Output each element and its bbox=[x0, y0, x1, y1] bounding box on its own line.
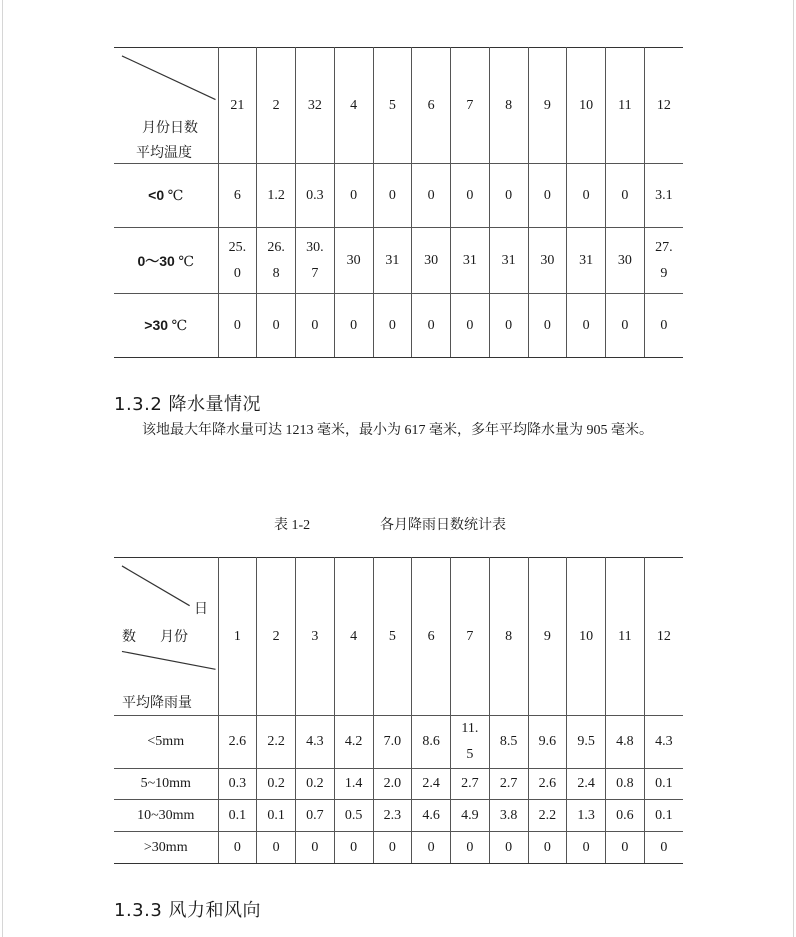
precipitation-paragraph: 该地最大年降水量可达 1213 毫米，最小为 617 毫米，多年平均降水量为 905 毫米。 bbox=[142, 423, 653, 438]
wrapped-value: 30.7 bbox=[306, 239, 324, 281]
table-cell: 0 bbox=[567, 832, 606, 864]
month-header: 5 bbox=[373, 48, 412, 164]
month-header: 4 bbox=[334, 558, 373, 716]
month-header: 9 bbox=[528, 558, 567, 716]
table-cell: 7.0 bbox=[373, 716, 412, 769]
month-header: 6 bbox=[412, 48, 451, 164]
table-row bbox=[114, 716, 683, 769]
table-row bbox=[114, 769, 683, 800]
table-cell: 0 bbox=[528, 294, 567, 358]
table-row bbox=[114, 294, 683, 358]
row-label-range: 0～30 bbox=[137, 252, 175, 269]
table-cell: 30 bbox=[528, 228, 567, 294]
table-caption-number: 表 1-2 bbox=[274, 518, 311, 533]
wrapped-value: 26.8 bbox=[267, 239, 285, 281]
table-cell: 0 bbox=[334, 832, 373, 864]
row-label-unit: ℃ bbox=[178, 254, 195, 270]
diagonal-header-cell bbox=[114, 558, 218, 716]
header-avg-rain-label: 平均降雨量 bbox=[122, 696, 192, 711]
table-cell: 1.2 bbox=[257, 164, 296, 228]
table-cell: 2.2 bbox=[528, 800, 567, 832]
header-month-days-label: 月份日数 bbox=[142, 121, 198, 136]
page-edge-right bbox=[793, 0, 794, 937]
table-cell: 0 bbox=[606, 832, 645, 864]
diagonal-header-cell bbox=[114, 48, 218, 164]
header-day-label: 日 bbox=[194, 602, 208, 617]
row-label-range: >30 bbox=[144, 316, 169, 333]
row-label-unit: ℃ bbox=[167, 188, 184, 204]
section-heading-wind: 1.3.3 风力和风向 bbox=[114, 900, 262, 921]
table-cell: 0.3 bbox=[296, 164, 335, 228]
table-cell: 0 bbox=[257, 294, 296, 358]
table-cell: 0 bbox=[606, 294, 645, 358]
table-cell: 0 bbox=[528, 164, 567, 228]
month-header: 6 bbox=[412, 558, 451, 716]
table-cell: 9.5 bbox=[567, 716, 606, 769]
month-header: 5 bbox=[373, 558, 412, 716]
table-cell: 0 bbox=[412, 164, 451, 228]
table-cell: 4.6 bbox=[412, 800, 451, 832]
table-cell: 2.7 bbox=[451, 769, 490, 800]
row-label-unit: ℃ bbox=[171, 318, 188, 334]
wrapped-value: 25.0 bbox=[228, 239, 247, 281]
table-cell: 0.5 bbox=[334, 800, 373, 832]
row-label bbox=[114, 294, 218, 358]
table-cell: 31 bbox=[451, 228, 490, 294]
table-cell: 4.8 bbox=[606, 716, 645, 769]
month-header: 4 bbox=[334, 48, 373, 164]
table-cell: 0 bbox=[412, 832, 451, 864]
table-cell: 0 bbox=[644, 294, 683, 358]
table-cell: 4.3 bbox=[296, 716, 335, 769]
header-count-label: 数 bbox=[122, 630, 136, 645]
month-header: 10 bbox=[567, 558, 606, 716]
table-cell: 0 bbox=[567, 294, 606, 358]
month-header: 7 bbox=[451, 48, 490, 164]
month-header: 2 bbox=[257, 558, 296, 716]
table-cell: 4.3 bbox=[644, 716, 683, 769]
month-header: 8 bbox=[489, 558, 528, 716]
table-cell: 2.0 bbox=[373, 769, 412, 800]
table-cell: 2.6 bbox=[218, 716, 257, 769]
table-header-row bbox=[114, 48, 683, 164]
table-cell: 0 bbox=[334, 294, 373, 358]
table-cell bbox=[451, 716, 490, 769]
table-cell: 0.3 bbox=[218, 769, 257, 800]
table-cell: 2.6 bbox=[528, 769, 567, 800]
row-label: <5mm bbox=[114, 716, 218, 769]
table-cell: 1.3 bbox=[567, 800, 606, 832]
table-cell: 2.2 bbox=[257, 716, 296, 769]
row-label-range: <0 bbox=[148, 186, 165, 203]
table-cell: 31 bbox=[373, 228, 412, 294]
table-cell: 31 bbox=[489, 228, 528, 294]
table-cell: 0 bbox=[644, 832, 683, 864]
rain-days-table bbox=[114, 557, 683, 864]
table-cell: 0 bbox=[373, 832, 412, 864]
table-cell: 9.6 bbox=[528, 716, 567, 769]
month-header: 32 bbox=[296, 48, 335, 164]
row-label: 10~30mm bbox=[114, 800, 218, 832]
table-cell: 3.8 bbox=[489, 800, 528, 832]
table-cell: 0.8 bbox=[606, 769, 645, 800]
row-label: 5~10mm bbox=[114, 769, 218, 800]
month-header: 10 bbox=[567, 48, 606, 164]
wrapped-value: 11.5 bbox=[461, 721, 479, 762]
table-cell bbox=[218, 228, 257, 294]
table-header-row bbox=[114, 558, 683, 716]
month-header: 1 bbox=[218, 558, 257, 716]
table-cell: 2.3 bbox=[373, 800, 412, 832]
table-cell: 0 bbox=[451, 832, 490, 864]
table-cell: 0 bbox=[489, 294, 528, 358]
month-header: 12 bbox=[644, 558, 683, 716]
table-cell: 0 bbox=[296, 294, 335, 358]
table-row bbox=[114, 832, 683, 864]
table-cell: 30 bbox=[412, 228, 451, 294]
table-cell: 0.2 bbox=[257, 769, 296, 800]
wrapped-value: 27.9 bbox=[655, 239, 673, 281]
table-cell: 4.2 bbox=[334, 716, 373, 769]
table-cell: 0.2 bbox=[296, 769, 335, 800]
table-cell: 6 bbox=[218, 164, 257, 228]
section-heading-precipitation: 1.3.2 降水量情况 bbox=[114, 394, 262, 415]
table-cell: 0.1 bbox=[644, 769, 683, 800]
month-header: 3 bbox=[296, 558, 335, 716]
page-edge-left bbox=[2, 0, 3, 937]
table-cell: 30 bbox=[334, 228, 373, 294]
table-cell: 3.1 bbox=[644, 164, 683, 228]
table-cell: 0 bbox=[257, 832, 296, 864]
table-cell bbox=[296, 228, 335, 294]
month-header: 12 bbox=[644, 48, 683, 164]
month-header: 21 bbox=[218, 48, 257, 164]
month-header: 9 bbox=[528, 48, 567, 164]
table-cell: 0 bbox=[373, 164, 412, 228]
table-caption-title: 各月降雨日数统计表 bbox=[380, 518, 506, 533]
table-cell: 0 bbox=[528, 832, 567, 864]
header-month-label: 月份 bbox=[160, 630, 188, 645]
table-cell: 0 bbox=[218, 832, 257, 864]
table-cell: 8.5 bbox=[489, 716, 528, 769]
month-header: 2 bbox=[257, 48, 296, 164]
row-label bbox=[114, 164, 218, 228]
table-cell: 2.7 bbox=[489, 769, 528, 800]
table-row bbox=[114, 800, 683, 832]
table-cell: 0 bbox=[489, 832, 528, 864]
row-label: >30mm bbox=[114, 832, 218, 864]
month-header: 7 bbox=[451, 558, 490, 716]
table-cell bbox=[257, 228, 296, 294]
table-cell: 1.4 bbox=[334, 769, 373, 800]
table-cell: 2.4 bbox=[412, 769, 451, 800]
table-cell: 0 bbox=[373, 294, 412, 358]
table-cell: 0.1 bbox=[257, 800, 296, 832]
table-cell: 0 bbox=[451, 294, 490, 358]
table-cell: 0 bbox=[296, 832, 335, 864]
table-cell: 0.1 bbox=[644, 800, 683, 832]
month-header: 8 bbox=[489, 48, 528, 164]
table-cell: 0 bbox=[412, 294, 451, 358]
table-cell: 4.9 bbox=[451, 800, 490, 832]
table-cell: 8.6 bbox=[412, 716, 451, 769]
table-cell: 0.7 bbox=[296, 800, 335, 832]
table-cell bbox=[644, 228, 683, 294]
table-cell: 0 bbox=[489, 164, 528, 228]
table-cell: 0 bbox=[451, 164, 490, 228]
table-cell: 0 bbox=[218, 294, 257, 358]
header-avg-temp-label: 平均温度 bbox=[136, 146, 192, 161]
table-cell: 0 bbox=[606, 164, 645, 228]
month-header: 11 bbox=[606, 558, 645, 716]
temperature-days-table bbox=[114, 47, 683, 358]
row-label bbox=[114, 228, 218, 294]
table-cell: 30 bbox=[606, 228, 645, 294]
table-row bbox=[114, 228, 683, 294]
month-header: 11 bbox=[606, 48, 645, 164]
table-row bbox=[114, 164, 683, 228]
table-cell: 0 bbox=[334, 164, 373, 228]
table-cell: 0.1 bbox=[218, 800, 257, 832]
table-cell: 0.6 bbox=[606, 800, 645, 832]
table-cell: 0 bbox=[567, 164, 606, 228]
table-cell: 31 bbox=[567, 228, 606, 294]
table-cell: 2.4 bbox=[567, 769, 606, 800]
